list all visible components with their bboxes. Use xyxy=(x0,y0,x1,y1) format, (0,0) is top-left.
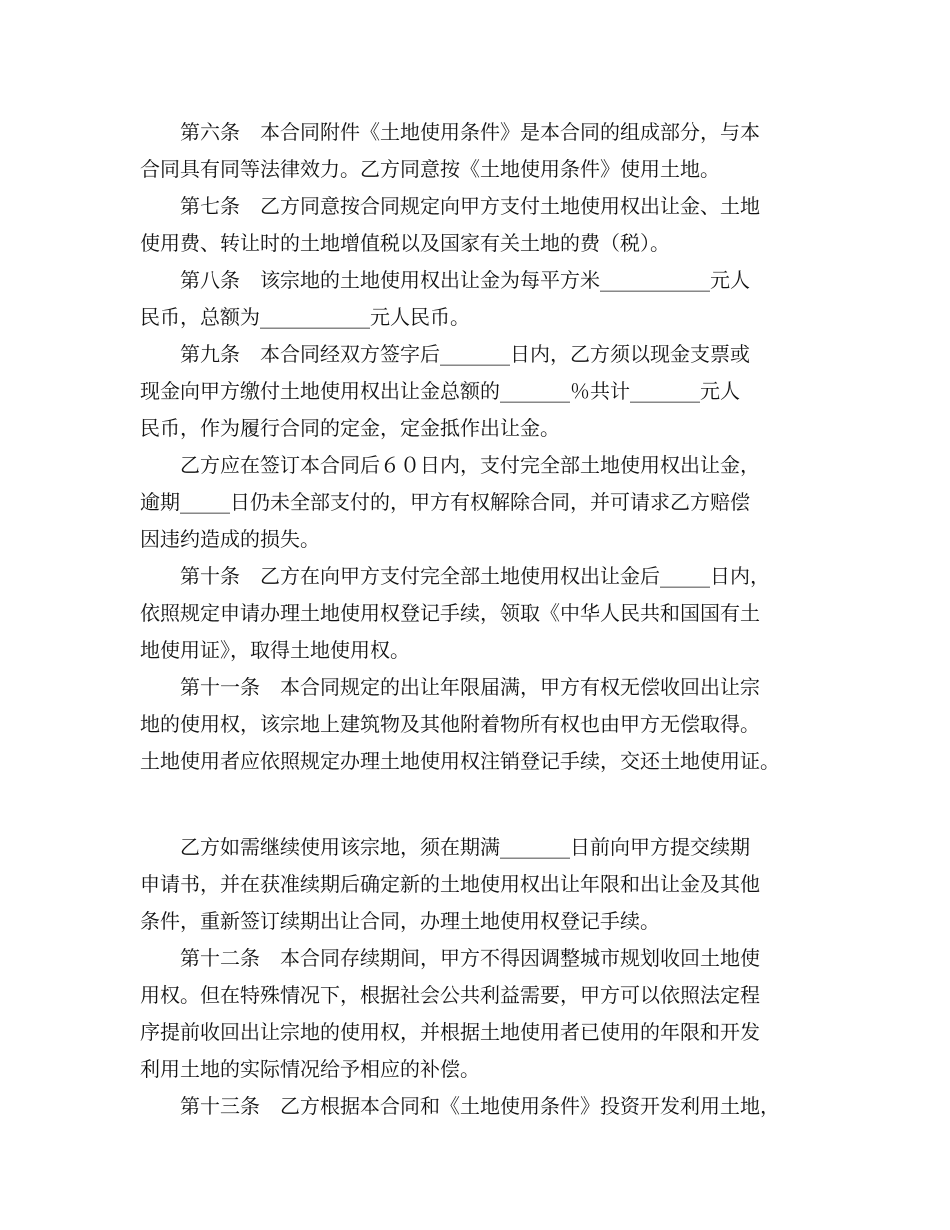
paragraph-line: 土地使用者应依照规定办理土地使用权注销登记手续，交还土地使用证。 xyxy=(140,749,780,773)
paragraph-line: 乙方应在签订本合同后６０日内，支付完全部土地使用权出让金， xyxy=(180,453,760,477)
paragraph-line: 现金向甲方缴付土地使用权出让金总额的_______％共计_______元人 xyxy=(140,379,740,403)
document-body xyxy=(140,114,830,1125)
paragraph-line: 第七条 乙方同意按合同规定向甲方支付土地使用权出让金、土地 xyxy=(180,194,760,218)
article-8 xyxy=(140,262,830,336)
paragraph-line: 第六条 本合同附件《土地使用条件》是本合同的组成部分，与本 xyxy=(180,120,760,144)
article-13 xyxy=(140,1088,830,1125)
paragraph-line: 第十二条 本合同存续期间，甲方不得因调整城市规划收回土地使 xyxy=(180,946,760,970)
paragraph-line: 使用费、转让时的土地增值税以及国家有关土地的费（税）。 xyxy=(140,231,670,255)
article-7 xyxy=(140,188,830,262)
paragraph-line: 民币，作为履行合同的定金，定金抵作出让金。 xyxy=(140,416,560,440)
paragraph-line: 第十一条 本合同规定的出让年限届满，甲方有权无偿收回出让宗 xyxy=(180,675,760,699)
article-12 xyxy=(140,940,830,1088)
article-11-renewal xyxy=(140,829,830,940)
article-10 xyxy=(140,558,830,669)
paragraph-line: 条件，重新签订续期出让合同，办理土地使用权登记手续。 xyxy=(140,909,660,933)
paragraph-line: 地的使用权，该宗地上建筑物及其他附着物所有权也由甲方无偿取得。 xyxy=(140,712,760,736)
paragraph-line: 逾期_____日仍未全部支付的，甲方有权解除合同，并可请求乙方赔偿 xyxy=(140,490,750,514)
paragraph-line: 依照规定申请办理土地使用权登记手续，领取《中华人民共和国国有土 xyxy=(140,601,760,625)
paragraph-line: 第十条 乙方在向甲方支付完全部土地使用权出让金后_____日内， xyxy=(180,564,770,588)
paragraph-line: 申请书，并在获准续期后确定新的土地使用权出让年限和出让金及其他 xyxy=(140,872,760,896)
article-11 xyxy=(140,669,830,780)
paragraph-line: 因违约造成的损失。 xyxy=(140,527,320,551)
article-9 xyxy=(140,336,830,447)
paragraph-line: 合同具有同等法律效力。乙方同意按《土地使用条件》使用土地。 xyxy=(140,157,720,181)
paragraph-line: 第八条 该宗地的土地使用权出让金为每平方米___________元人 xyxy=(180,268,750,292)
paragraph-line: 乙方如需继续使用该宗地，须在期满_______日前向甲方提交续期 xyxy=(180,835,750,859)
article-6 xyxy=(140,114,830,188)
paragraph-line: 第九条 本合同经双方签字后_______日内，乙方须以现金支票或 xyxy=(180,342,750,366)
paragraph-line: 利用土地的实际情况给予相应的补偿。 xyxy=(140,1057,480,1081)
paragraph-line: 第十三条 乙方根据本合同和《土地使用条件》投资开发利用土地， xyxy=(180,1094,780,1118)
paragraph-line: 用权。但在特殊情况下，根据社会公共利益需要，甲方可以依照法定程 xyxy=(140,983,760,1007)
paragraph-line: 序提前收回出让宗地的使用权，并根据土地使用者已使用的年限和开发 xyxy=(140,1020,760,1044)
paragraph-line: 地使用证》，取得土地使用权。 xyxy=(140,638,410,662)
paragraph-gap xyxy=(140,780,830,829)
paragraph-line: 民币，总额为___________元人民币。 xyxy=(140,305,470,329)
article-9-payment xyxy=(140,447,830,558)
